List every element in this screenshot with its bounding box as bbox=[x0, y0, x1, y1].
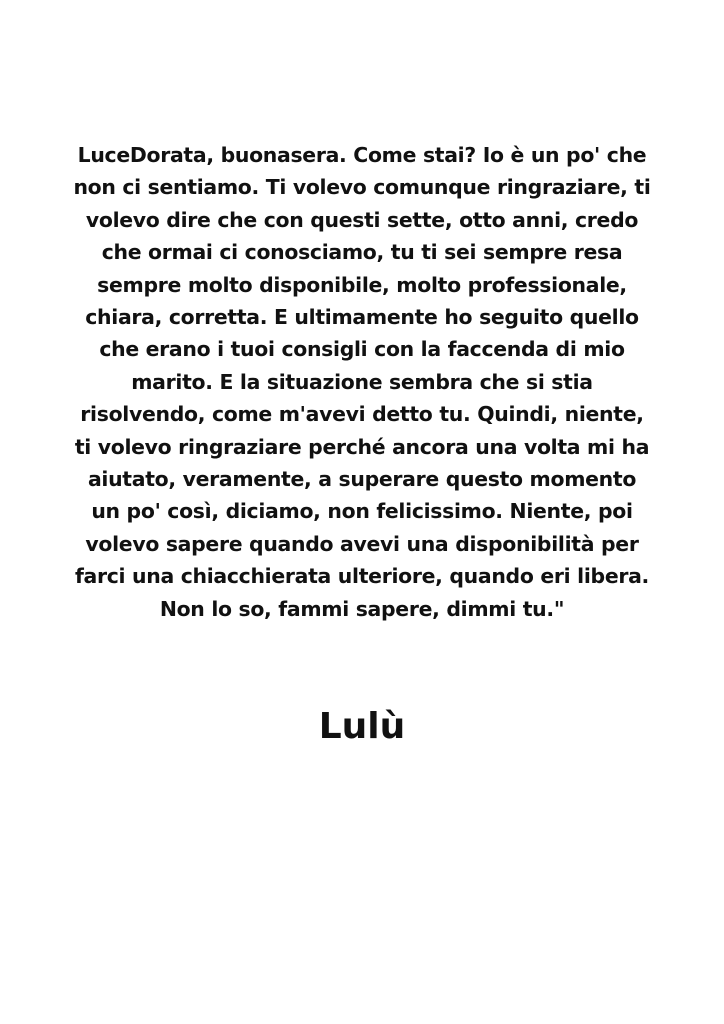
testimonial-line: ti volevo ringraziare perché ancora una volta mi ha bbox=[74, 434, 650, 459]
testimonial-text bbox=[40, 139, 684, 625]
testimonial-line: volevo sapere quando avevi una disponibilità per bbox=[85, 531, 639, 556]
testimonial-line: chiara, corretta. E ultimamente ho seguito quello bbox=[85, 305, 639, 330]
testimonial-line: aiutato, veramente, a superare questo momento bbox=[87, 467, 637, 492]
testimonial-line: volevo dire che con questi sette, otto anni, credo bbox=[85, 207, 639, 232]
testimonial-line: Non lo so, fammi sapere, dimmi tu." bbox=[159, 596, 565, 621]
testimonial-line: LuceDorata, buonasera. Come stai? Io è un po' che bbox=[77, 143, 647, 167]
testimonial-line: marito. E la situazione sembra che si stia bbox=[131, 369, 593, 394]
testimonial-line: sempre molto disponibile, molto professionale, bbox=[97, 272, 627, 297]
testimonial-line: un po' così, diciamo, non felicissimo. Niente, poi bbox=[91, 499, 633, 524]
testimonial-line: non ci sentiamo. Ti volevo comunque ringraziare, ti bbox=[73, 175, 651, 200]
signature-name: Lulù bbox=[318, 706, 406, 747]
testimonial-line: che erano i tuoi consigli con la faccenda di mio bbox=[99, 337, 625, 362]
testimonial-line: che ormai ci conosciamo, tu ti sei sempre resa bbox=[101, 240, 623, 265]
testimonial-line: farci una chiacchierata ulteriore, quando eri libera. bbox=[74, 564, 650, 589]
testimonial-line: risolvendo, come m'avevi detto tu. Quindi, niente, bbox=[80, 402, 644, 427]
